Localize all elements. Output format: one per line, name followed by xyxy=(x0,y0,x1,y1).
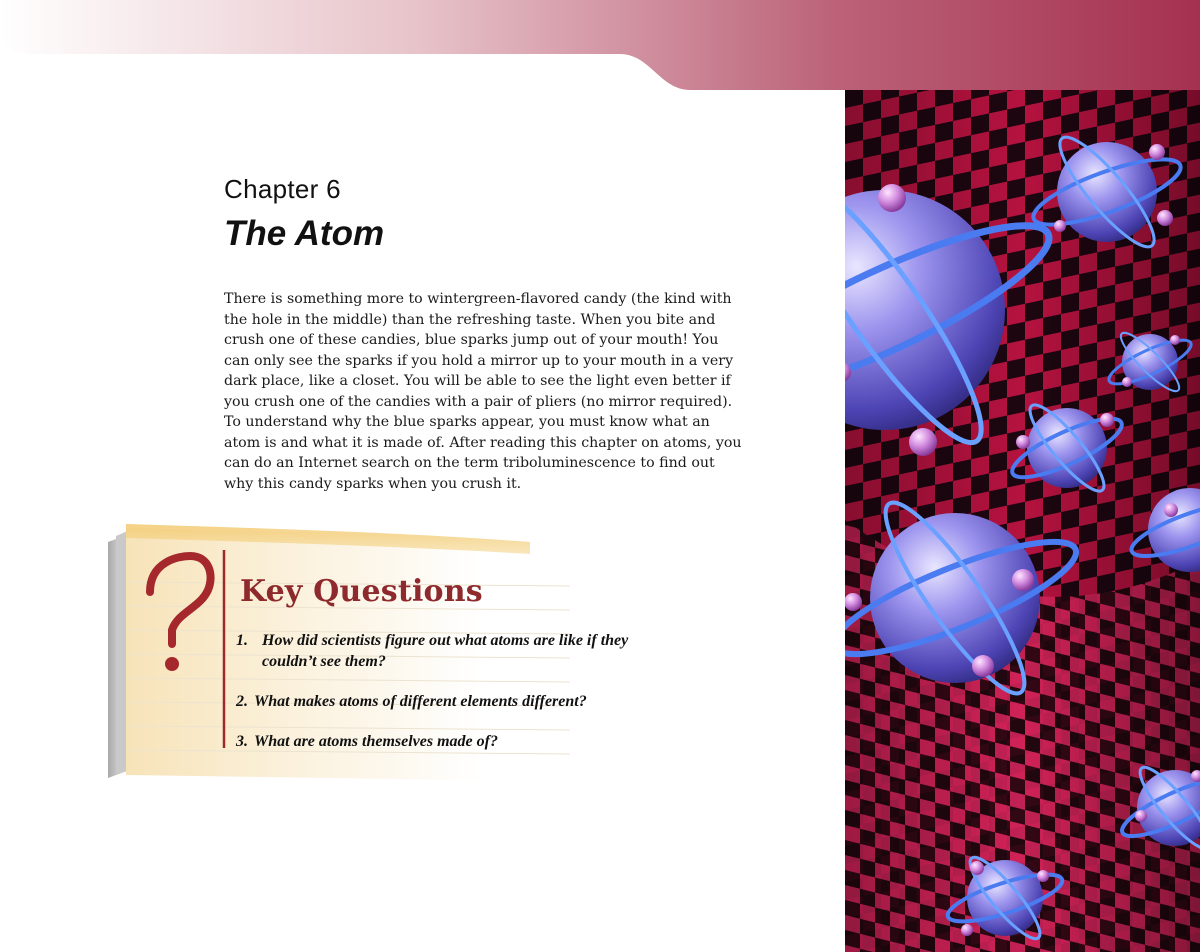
key-questions-heading: Key Questions xyxy=(240,574,483,609)
chapter-title: The Atom xyxy=(224,214,385,253)
key-questions-list xyxy=(236,630,656,771)
key-questions-box xyxy=(100,520,629,782)
key-question-2 xyxy=(236,691,656,712)
top-banner xyxy=(0,0,1200,92)
key-question-text: What makes atoms of different elements different? xyxy=(254,693,587,710)
atoms-illustration xyxy=(845,90,1200,952)
key-question-3 xyxy=(236,731,656,752)
key-question-number: 3. xyxy=(236,733,248,750)
key-question-text: What are atoms themselves made of? xyxy=(254,733,498,750)
key-question-1 xyxy=(236,630,656,672)
key-question-number: 1. xyxy=(236,632,248,649)
intro-paragraph: There is something more to wintergreen-flavored candy (the kind with the hole in the middle) than the refreshing taste. When you bite and crush one of these candies, blue sparks jump out of your mouth! You can only see the sparks if you hold a mirror up to your mouth in a very dark place, like a closet. You will be able to see the light even better if you crush one of the candies with a pair of pliers (no mirror required). To understand why the blue sparks appear, you must know what an atom is and what it is made of. After reading this chapter on atoms, you can do an Internet search on the term triboluminescence to find out why this candy sparks when you crush it. xyxy=(224,291,742,492)
key-question-text: How did scientists figure out what atoms are like if they couldn’t see them? xyxy=(262,632,629,670)
chapter-label: Chapter 6 xyxy=(224,174,341,204)
key-question-number: 2. xyxy=(236,693,248,710)
